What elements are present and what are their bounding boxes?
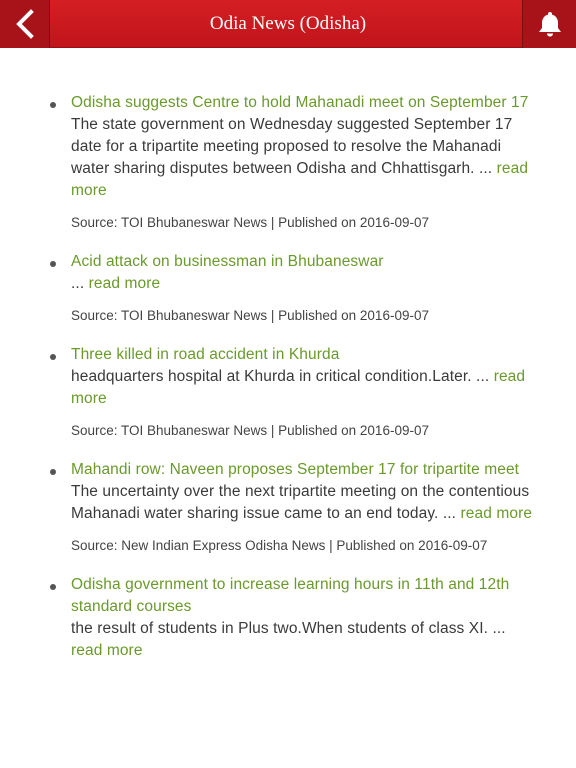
back-button[interactable] — [0, 0, 50, 48]
news-headline-link[interactable]: Acid attack on businessman in Bhubaneswar — [71, 253, 384, 270]
bullet — [50, 102, 56, 108]
read-more-link[interactable]: read more — [71, 368, 526, 407]
news-source: Source: TOI Bhubaneswar News | Published on 2016-09-07 — [71, 308, 429, 323]
news-source: Source: TOI Bhubaneswar News | Published on 2016-09-07 — [71, 215, 429, 230]
news-item — [0, 251, 576, 327]
bell-icon — [535, 9, 565, 39]
news-headline-link[interactable]: Three killed in road accident in Khurda — [71, 346, 340, 363]
news-headline-link[interactable]: Mahandi row: Naveen proposes September 17 for tripartite meet — [71, 461, 520, 478]
news-list — [0, 92, 576, 679]
news-summary: headquarters hospital at Khurda in critical condition.Later. ... read more — [71, 368, 526, 407]
news-source: Source: TOI Bhubaneswar News | Published on 2016-09-07 — [71, 423, 429, 438]
news-item — [0, 92, 576, 234]
news-headline-link[interactable]: Odisha government to increase learning hours in 11th and 12th standard courses — [71, 576, 510, 615]
read-more-link[interactable]: read more — [460, 505, 533, 522]
app-header — [0, 0, 576, 48]
notifications-button[interactable] — [522, 0, 576, 48]
read-more-link[interactable]: read more — [71, 642, 143, 659]
news-summary: the result of students in Plus two.When students of class XI. ... read more — [71, 620, 506, 659]
news-item — [0, 459, 576, 557]
news-source: Source: New Indian Express Odisha News | Published on 2016-09-07 — [71, 538, 488, 553]
read-more-link[interactable]: read more — [71, 160, 529, 199]
bullet — [50, 261, 56, 267]
news-headline-link[interactable]: Odisha suggests Centre to hold Mahanadi meet on September 17 — [71, 94, 529, 111]
read-more-link[interactable]: read more — [88, 275, 161, 292]
news-item — [0, 344, 576, 442]
news-summary: ... read more — [71, 275, 161, 292]
bullet — [50, 584, 56, 590]
chevron-left-icon — [14, 9, 36, 39]
news-summary: The uncertainty over the next tripartite meeting on the contentious Mahanadi water sharing issue came to an end today. ... read more — [71, 483, 533, 522]
page-title: Odia News (Odisha) — [209, 13, 367, 34]
news-item — [0, 574, 576, 662]
bullet — [50, 354, 56, 360]
news-summary: The state government on Wednesday suggested September 17 date for a tripartite meeting proposed to resolve the Mahanadi water sharing disputes between Odisha and Chhattisgarh. ... read more — [71, 116, 529, 199]
bullet — [50, 469, 56, 475]
